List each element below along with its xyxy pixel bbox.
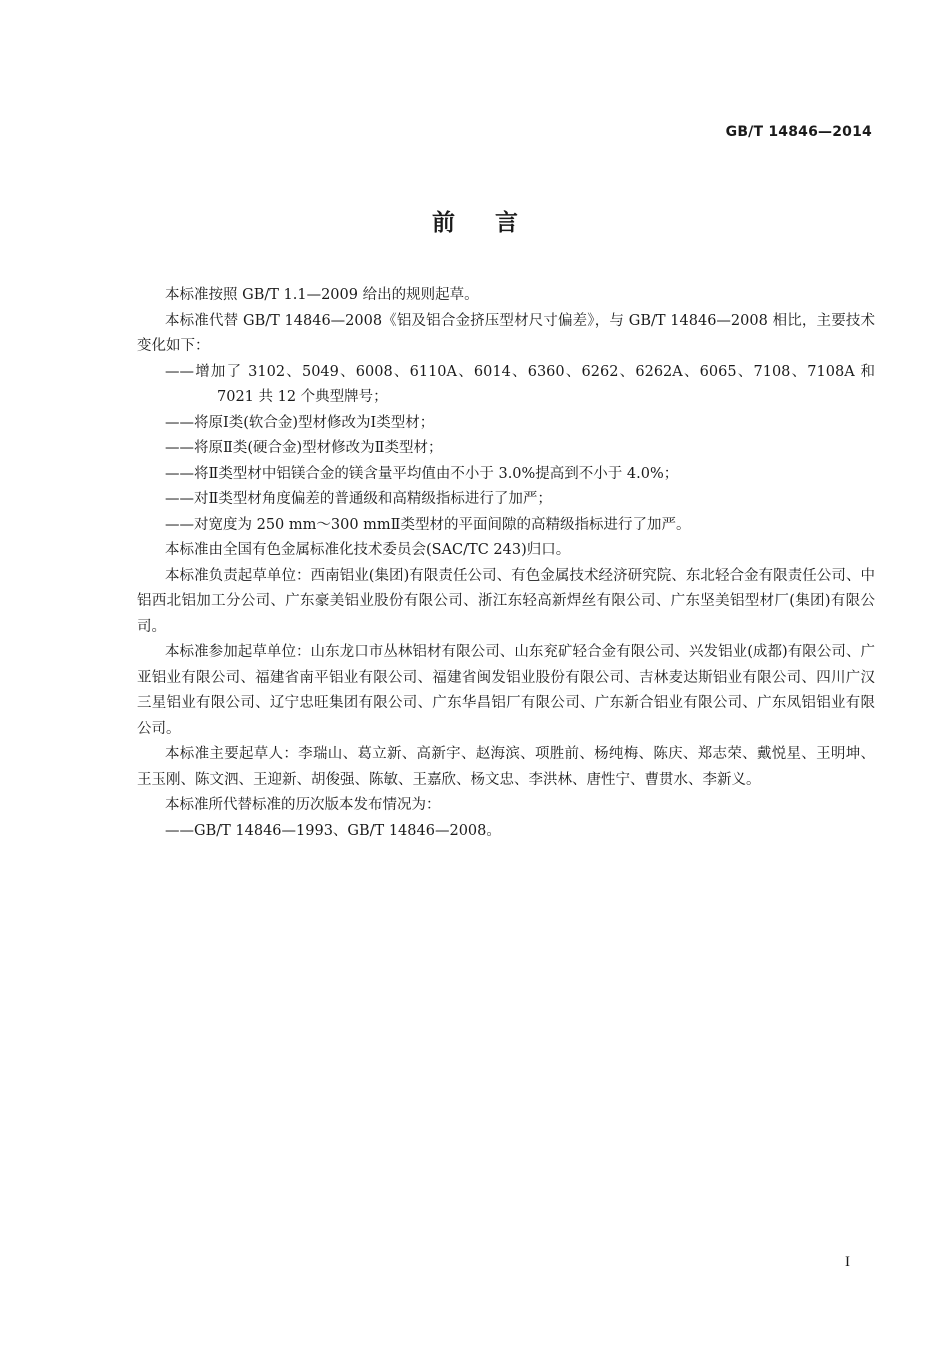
paragraph-drafting-rules: 本标准按照 GB/T 1.1—2009 给出的规则起草。 <box>165 287 479 303</box>
change-item: ——将原Ⅰ类(软合金)型材修改为Ⅰ类型材； <box>165 414 435 431</box>
change-item: ——对宽度为 250 mm～300 mmⅡ类型材的平面间隙的高精级指标进行了加严。 <box>165 516 691 533</box>
paragraph-history-intro: 本标准所代替标准的历次版本发布情况为： <box>165 797 441 813</box>
changes-list <box>137 360 875 539</box>
standard-number: GB/T 14846—2014 <box>725 124 872 140</box>
title-char-2: 言 <box>495 210 518 236</box>
paragraph-participating-units: 本标准参加起草单位：山东龙口市丛林铝材有限公司、山东兖矿轻合金有限公司、兴发铝业(成都)有限公司、广亚铝业有限公司、福建省南平铝业有限公司、福建省闽发铝业股份有限公司、吉林麦达斯铝业有限公司、四川广汉三星铝业有限公司、辽宁忠旺集团有限公司、广东华昌铝厂有限公司、广东新合铝业有限公司、广东凤铝铝业有限公司。 <box>137 644 875 737</box>
page-number: I <box>845 1254 850 1270</box>
title-char-1: 前 <box>432 210 455 236</box>
paragraph-responsible-units: 本标准负责起草单位：西南铝业(集团)有限责任公司、有色金属技术经济研究院、东北轻合金有限责任公司、中铝西北铝加工分公司、广东豪美铝业股份有限公司、浙江东轻高新焊丝有限公司、广东坚美铝型材厂(集团)有限公司。 <box>137 567 875 635</box>
paragraph-committee: 本标准由全国有色金属标准化技术委员会(SAC/TC 243)归口。 <box>165 542 571 558</box>
change-item: ——增加了 3102、5049、6008、6110A、6014、6360、6262、6262A、6065、7108、7108A 和 7021 共 12 个典型牌号； <box>165 363 875 405</box>
change-item: ——对Ⅱ类型材角度偏差的普通级和高精级指标进行了加严； <box>165 491 552 507</box>
history-item: ——GB/T 14846—1993、GB/T 14846—2008。 <box>165 822 501 839</box>
change-item: ——将原Ⅱ类(硬合金)型材修改为Ⅱ类型材； <box>165 440 443 456</box>
page-title <box>0 204 950 237</box>
preface-body <box>137 283 875 844</box>
paragraph-replaces: 本标准代替 GB/T 14846—2008《铝及铝合金挤压型材尺寸偏差》，与 GB/T 14846—2008 相比，主要技术变化如下： <box>137 312 875 354</box>
history-list <box>137 819 875 845</box>
paragraph-drafters: 本标准主要起草人：李瑞山、葛立新、高新宇、赵海滨、项胜前、杨纯梅、陈庆、郑志荣、戴悦星、王明坤、王玉刚、陈文泗、王迎新、胡俊强、陈敏、王嘉欣、杨文忠、李洪林、唐性宁、曹贯水、李新义。 <box>137 746 875 788</box>
change-item: ——将Ⅱ类型材中铝镁合金的镁含量平均值由不小于 3.0%提高到不小于 4.0%； <box>165 465 679 482</box>
